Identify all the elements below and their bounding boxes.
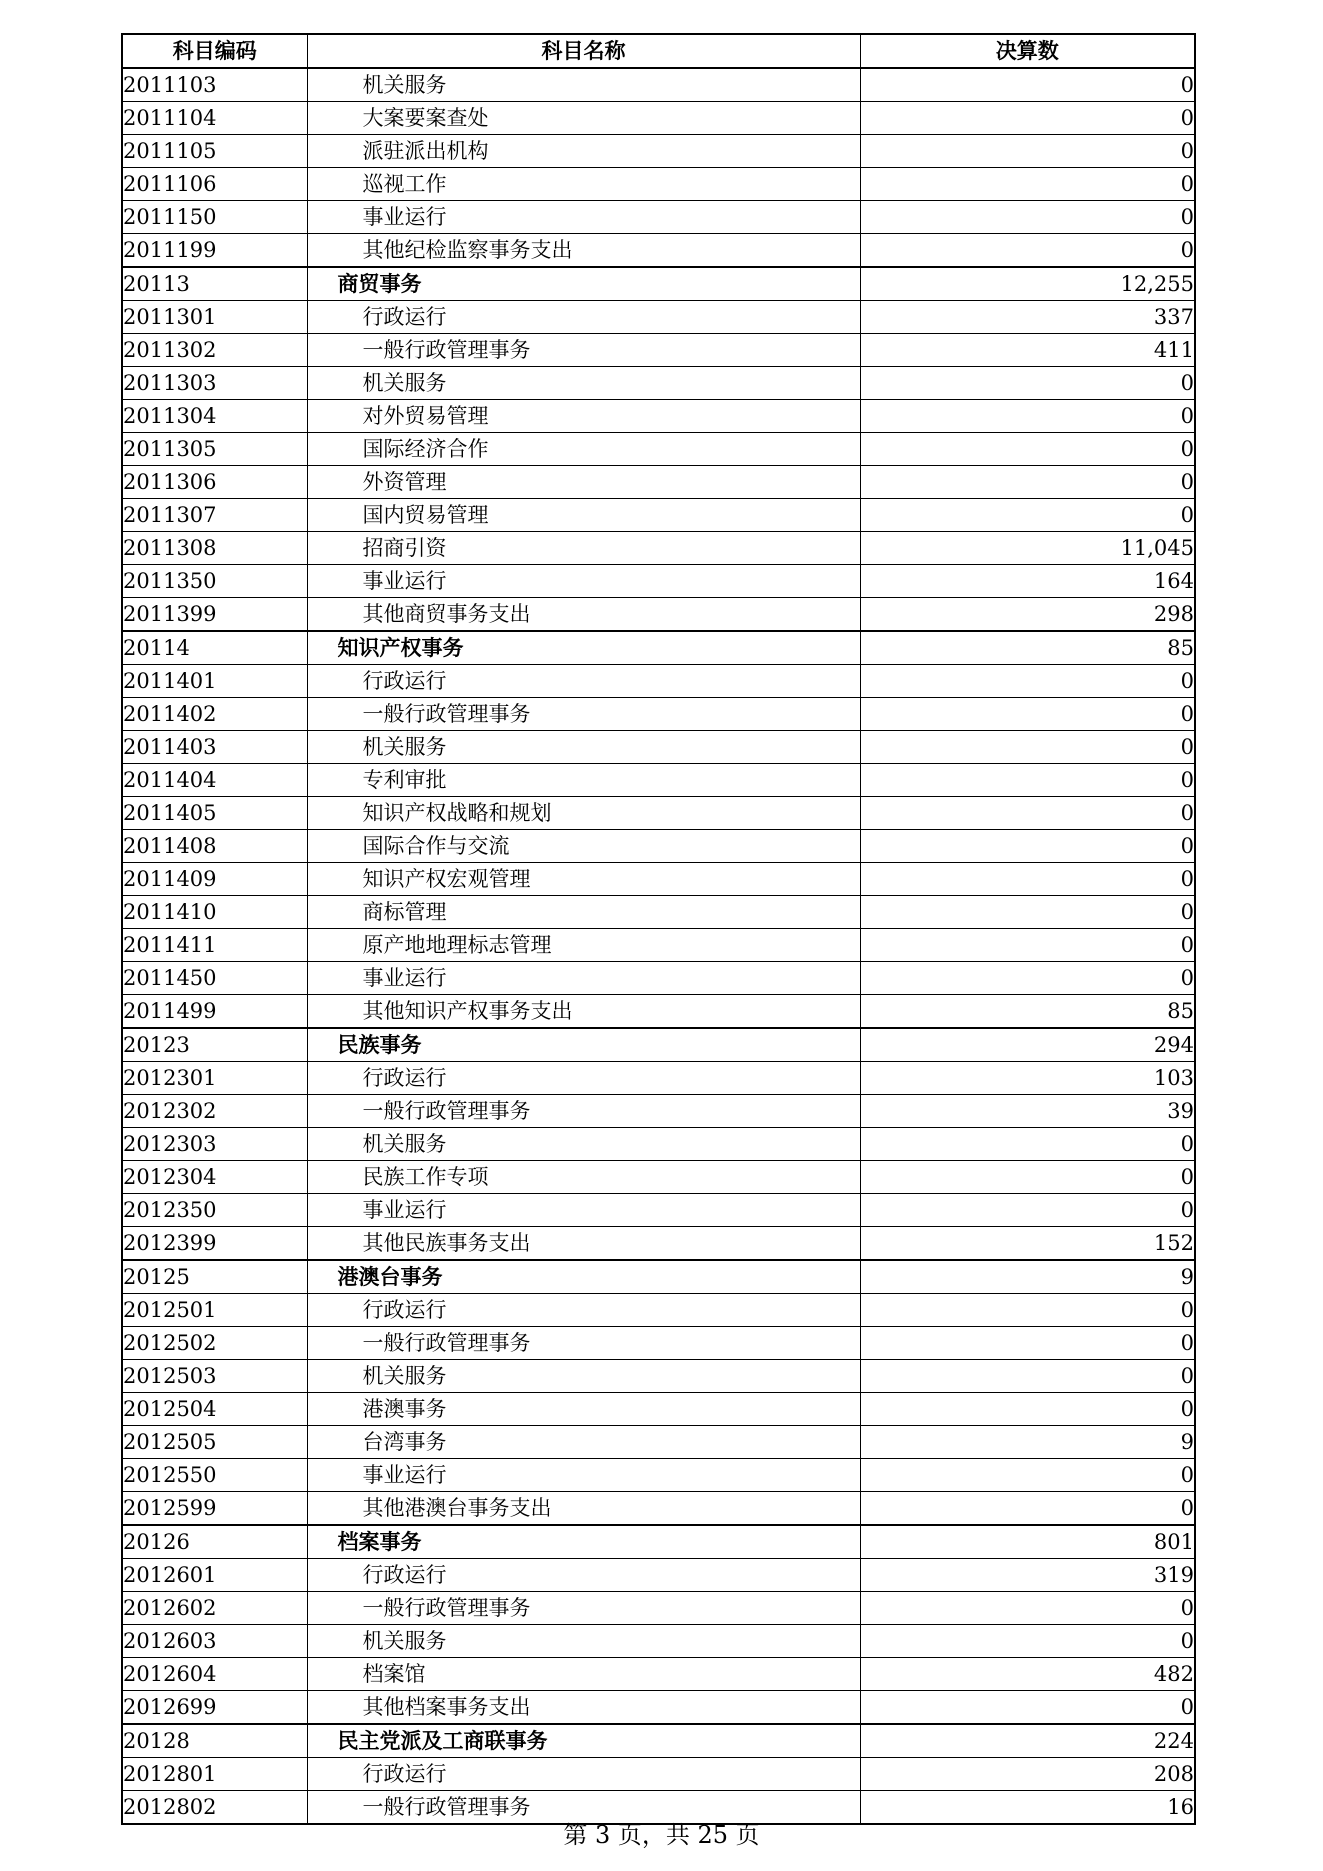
code-cell: 2011499: [122, 995, 307, 1029]
name-cell: 机关服务: [307, 367, 860, 400]
amount-cell: 9: [860, 1260, 1195, 1294]
amount-cell: 0: [860, 797, 1195, 830]
header-amount: 决算数: [860, 34, 1195, 68]
code-cell: 2012505: [122, 1426, 307, 1459]
name-cell: 招商引资: [307, 532, 860, 565]
name-cell: 机关服务: [307, 1625, 860, 1658]
code-cell: 20126: [122, 1525, 307, 1559]
table-row: [122, 1360, 1195, 1393]
name-cell: 专利审批: [307, 764, 860, 797]
amount-cell: 0: [860, 830, 1195, 863]
amount-cell: 0: [860, 201, 1195, 234]
code-cell: 2011305: [122, 433, 307, 466]
name-cell: 事业运行: [307, 1459, 860, 1492]
name-cell: 一般行政管理事务: [307, 698, 860, 731]
code-cell: 2011411: [122, 929, 307, 962]
code-cell: 2011302: [122, 334, 307, 367]
code-cell: 2011399: [122, 598, 307, 632]
code-cell: 2011103: [122, 68, 307, 102]
table-row: [122, 301, 1195, 334]
code-cell: 2012550: [122, 1459, 307, 1492]
amount-cell: 224: [860, 1724, 1195, 1758]
code-cell: 2012599: [122, 1492, 307, 1526]
table-row: [122, 863, 1195, 896]
code-cell: 2012502: [122, 1327, 307, 1360]
code-cell: 2011104: [122, 102, 307, 135]
code-cell: 2012503: [122, 1360, 307, 1393]
name-cell: 事业运行: [307, 1194, 860, 1227]
amount-cell: 298: [860, 598, 1195, 632]
amount-cell: 0: [860, 400, 1195, 433]
table-row: [122, 929, 1195, 962]
code-cell: 2012601: [122, 1559, 307, 1592]
code-cell: 2011307: [122, 499, 307, 532]
table-row: [122, 598, 1195, 632]
code-cell: 2012399: [122, 1227, 307, 1261]
category-row: [122, 1028, 1195, 1062]
budget-table: [121, 33, 1196, 1825]
table-row: [122, 962, 1195, 995]
name-cell: 行政运行: [307, 1294, 860, 1327]
amount-cell: 0: [860, 1459, 1195, 1492]
name-cell: 知识产权宏观管理: [307, 863, 860, 896]
table-row: [122, 466, 1195, 499]
code-cell: 2012302: [122, 1095, 307, 1128]
name-cell: 机关服务: [307, 1128, 860, 1161]
amount-cell: 0: [860, 929, 1195, 962]
amount-cell: 152: [860, 1227, 1195, 1261]
table-header-row: [122, 34, 1195, 68]
name-cell: 其他纪检监察事务支出: [307, 234, 860, 268]
table-row: [122, 367, 1195, 400]
amount-cell: 0: [860, 896, 1195, 929]
name-cell: 机关服务: [307, 1360, 860, 1393]
table-row: [122, 1095, 1195, 1128]
name-cell: 大案要案查处: [307, 102, 860, 135]
amount-cell: 0: [860, 1294, 1195, 1327]
name-cell: 港澳事务: [307, 1393, 860, 1426]
table-row: [122, 995, 1195, 1029]
code-cell: 2012303: [122, 1128, 307, 1161]
name-cell: 一般行政管理事务: [307, 1791, 860, 1825]
amount-cell: 16: [860, 1791, 1195, 1825]
table-row: [122, 433, 1195, 466]
table-row: [122, 1625, 1195, 1658]
name-cell: 原产地地理标志管理: [307, 929, 860, 962]
page-number: 第 3 页，共 25 页: [563, 1821, 760, 1849]
code-cell: 2011150: [122, 201, 307, 234]
name-cell: 知识产权战略和规划: [307, 797, 860, 830]
table-row: [122, 1459, 1195, 1492]
amount-cell: 0: [860, 698, 1195, 731]
header-code: 科目编码: [122, 34, 307, 68]
table-row: [122, 102, 1195, 135]
code-cell: 2012501: [122, 1294, 307, 1327]
amount-cell: 12,255: [860, 267, 1195, 301]
table-row: [122, 499, 1195, 532]
code-cell: 2011403: [122, 731, 307, 764]
amount-cell: 0: [860, 962, 1195, 995]
table-row: [122, 830, 1195, 863]
amount-cell: 0: [860, 68, 1195, 102]
code-cell: 2011401: [122, 665, 307, 698]
name-cell: 一般行政管理事务: [307, 1327, 860, 1360]
code-cell: 20114: [122, 631, 307, 665]
code-cell: 2011304: [122, 400, 307, 433]
name-cell: 派驻派出机构: [307, 135, 860, 168]
category-row: [122, 1724, 1195, 1758]
amount-cell: 164: [860, 565, 1195, 598]
table-row: [122, 1492, 1195, 1526]
name-cell: 国际合作与交流: [307, 830, 860, 863]
code-cell: 2012699: [122, 1691, 307, 1725]
name-cell: 行政运行: [307, 1758, 860, 1791]
amount-cell: 0: [860, 1161, 1195, 1194]
table-row: [122, 1327, 1195, 1360]
table-row: [122, 201, 1195, 234]
amount-cell: 0: [860, 1492, 1195, 1526]
amount-cell: 801: [860, 1525, 1195, 1559]
code-cell: 20128: [122, 1724, 307, 1758]
name-cell: 其他档案事务支出: [307, 1691, 860, 1725]
code-cell: 2011199: [122, 234, 307, 268]
table-row: [122, 1393, 1195, 1426]
name-cell: 其他民族事务支出: [307, 1227, 860, 1261]
amount-cell: 482: [860, 1658, 1195, 1691]
name-cell: 台湾事务: [307, 1426, 860, 1459]
code-cell: 2011308: [122, 532, 307, 565]
table-row: [122, 764, 1195, 797]
amount-cell: 0: [860, 863, 1195, 896]
amount-cell: 0: [860, 1592, 1195, 1625]
table-row: [122, 1691, 1195, 1725]
code-cell: 2011301: [122, 301, 307, 334]
name-cell: 行政运行: [307, 665, 860, 698]
table-row: [122, 698, 1195, 731]
amount-cell: 11,045: [860, 532, 1195, 565]
name-cell: 事业运行: [307, 565, 860, 598]
name-cell: 行政运行: [307, 1062, 860, 1095]
name-cell: 一般行政管理事务: [307, 1592, 860, 1625]
name-cell: 民主党派及工商联事务: [307, 1724, 860, 1758]
amount-cell: 0: [860, 135, 1195, 168]
table-row: [122, 565, 1195, 598]
code-cell: 20123: [122, 1028, 307, 1062]
category-row: [122, 267, 1195, 301]
table-row: [122, 1294, 1195, 1327]
name-cell: 外资管理: [307, 466, 860, 499]
name-cell: 一般行政管理事务: [307, 1095, 860, 1128]
amount-cell: 0: [860, 1393, 1195, 1426]
name-cell: 国际经济合作: [307, 433, 860, 466]
category-row: [122, 1260, 1195, 1294]
amount-cell: 9: [860, 1426, 1195, 1459]
amount-cell: 319: [860, 1559, 1195, 1592]
name-cell: 国内贸易管理: [307, 499, 860, 532]
code-cell: 2012504: [122, 1393, 307, 1426]
table-row: [122, 532, 1195, 565]
table-row: [122, 1194, 1195, 1227]
name-cell: 民族工作专项: [307, 1161, 860, 1194]
table-row: [122, 1128, 1195, 1161]
name-cell: 其他商贸事务支出: [307, 598, 860, 632]
code-cell: 2011402: [122, 698, 307, 731]
table-row: [122, 896, 1195, 929]
table-row: [122, 1559, 1195, 1592]
amount-cell: 0: [860, 102, 1195, 135]
amount-cell: 0: [860, 466, 1195, 499]
amount-cell: 0: [860, 665, 1195, 698]
category-row: [122, 1525, 1195, 1559]
amount-cell: 0: [860, 764, 1195, 797]
table-row: [122, 1426, 1195, 1459]
code-cell: 2011405: [122, 797, 307, 830]
code-cell: 2011404: [122, 764, 307, 797]
code-cell: 2012604: [122, 1658, 307, 1691]
amount-cell: 0: [860, 1360, 1195, 1393]
name-cell: 机关服务: [307, 68, 860, 102]
code-cell: 2012603: [122, 1625, 307, 1658]
name-cell: 商贸事务: [307, 267, 860, 301]
amount-cell: 208: [860, 1758, 1195, 1791]
table-row: [122, 1658, 1195, 1691]
name-cell: 其他知识产权事务支出: [307, 995, 860, 1029]
table-row: [122, 234, 1195, 268]
header-name: 科目名称: [307, 34, 860, 68]
name-cell: 一般行政管理事务: [307, 334, 860, 367]
amount-cell: 39: [860, 1095, 1195, 1128]
table-row: [122, 797, 1195, 830]
table-row: [122, 1758, 1195, 1791]
amount-cell: 337: [860, 301, 1195, 334]
table-row: [122, 1592, 1195, 1625]
table-row: [122, 1161, 1195, 1194]
code-cell: 2012602: [122, 1592, 307, 1625]
code-cell: 20113: [122, 267, 307, 301]
name-cell: 商标管理: [307, 896, 860, 929]
code-cell: 20125: [122, 1260, 307, 1294]
amount-cell: 85: [860, 995, 1195, 1029]
category-row: [122, 631, 1195, 665]
name-cell: 对外贸易管理: [307, 400, 860, 433]
amount-cell: 294: [860, 1028, 1195, 1062]
amount-cell: 0: [860, 1194, 1195, 1227]
code-cell: 2011303: [122, 367, 307, 400]
amount-cell: 0: [860, 1128, 1195, 1161]
amount-cell: 0: [860, 234, 1195, 268]
code-cell: 2011350: [122, 565, 307, 598]
table-row: [122, 400, 1195, 433]
code-cell: 2011409: [122, 863, 307, 896]
code-cell: 2011408: [122, 830, 307, 863]
amount-cell: 0: [860, 1691, 1195, 1725]
name-cell: 知识产权事务: [307, 631, 860, 665]
amount-cell: 0: [860, 1625, 1195, 1658]
amount-cell: 0: [860, 367, 1195, 400]
name-cell: 其他港澳台事务支出: [307, 1492, 860, 1526]
code-cell: 2012350: [122, 1194, 307, 1227]
amount-cell: 0: [860, 433, 1195, 466]
code-cell: 2012304: [122, 1161, 307, 1194]
amount-cell: 0: [860, 168, 1195, 201]
amount-cell: 0: [860, 1327, 1195, 1360]
code-cell: 2012301: [122, 1062, 307, 1095]
table-row: [122, 334, 1195, 367]
table-body: [122, 68, 1195, 1824]
name-cell: 行政运行: [307, 301, 860, 334]
table-row: [122, 168, 1195, 201]
table-row: [122, 135, 1195, 168]
name-cell: 档案事务: [307, 1525, 860, 1559]
amount-cell: 0: [860, 731, 1195, 764]
table-row: [122, 731, 1195, 764]
code-cell: 2011105: [122, 135, 307, 168]
code-cell: 2011410: [122, 896, 307, 929]
amount-cell: 0: [860, 499, 1195, 532]
name-cell: 事业运行: [307, 201, 860, 234]
table-row: [122, 68, 1195, 102]
table-row: [122, 1062, 1195, 1095]
table-row: [122, 665, 1195, 698]
amount-cell: 85: [860, 631, 1195, 665]
name-cell: 港澳台事务: [307, 1260, 860, 1294]
code-cell: 2012801: [122, 1758, 307, 1791]
amount-cell: 103: [860, 1062, 1195, 1095]
name-cell: 档案馆: [307, 1658, 860, 1691]
amount-cell: 411: [860, 334, 1195, 367]
name-cell: 事业运行: [307, 962, 860, 995]
code-cell: 2011306: [122, 466, 307, 499]
name-cell: 机关服务: [307, 731, 860, 764]
name-cell: 行政运行: [307, 1559, 860, 1592]
code-cell: 2011106: [122, 168, 307, 201]
name-cell: 巡视工作: [307, 168, 860, 201]
table-row: [122, 1227, 1195, 1261]
code-cell: 2012802: [122, 1791, 307, 1825]
code-cell: 2011450: [122, 962, 307, 995]
name-cell: 民族事务: [307, 1028, 860, 1062]
